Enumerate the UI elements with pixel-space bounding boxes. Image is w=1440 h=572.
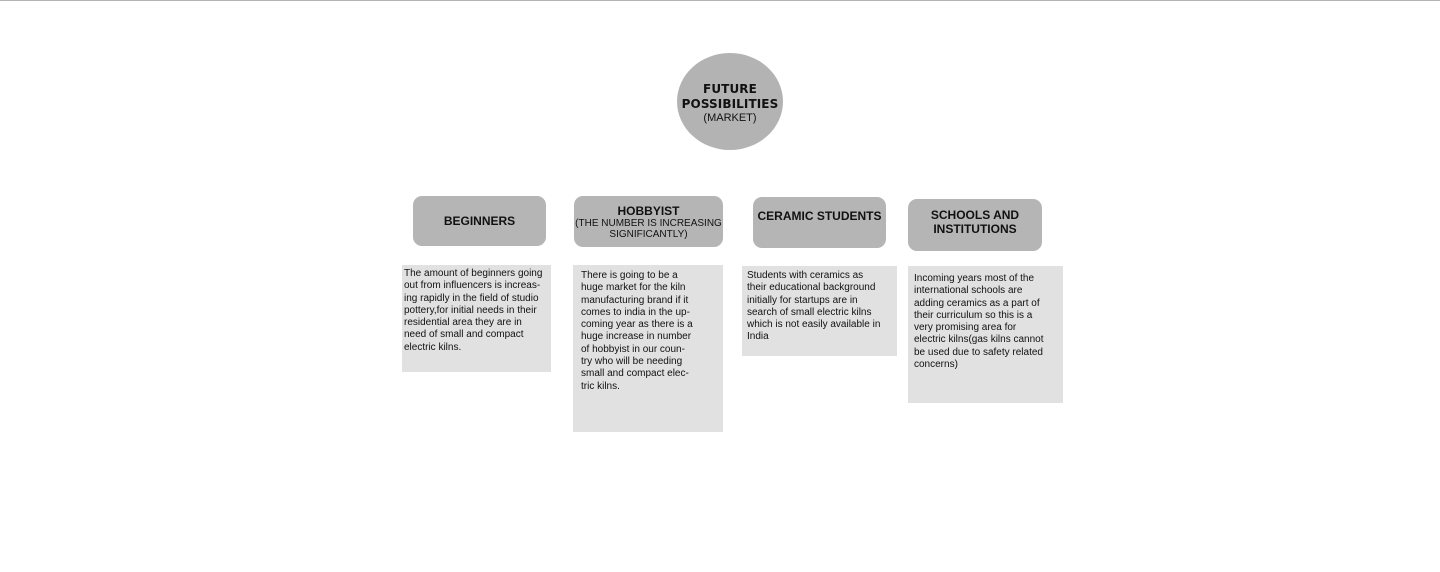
- category-node-ceramic-students: [753, 197, 886, 248]
- category-subtitle: (THE NUMBER IS INCREASING SIGNIFICANTLY): [575, 217, 722, 240]
- description-box-schools-institutions: Incoming years most of the international schools are adding ceramics as a part of their curriculum so this is a very promising area for electric kilns(gas kilns cannot be used due to safety related concerns): [908, 266, 1063, 403]
- top-divider: [0, 0, 1440, 1]
- category-title: SCHOOLS AND INSTITUTIONS: [930, 208, 1020, 236]
- category-title: HOBBYIST: [617, 203, 680, 218]
- category-node-beginners: [413, 196, 546, 246]
- description-box-ceramic-students: Students with ceramics as their educational background initially for startups are in search of small electric kilns which is not easily available in India: [742, 266, 897, 356]
- category-node-schools-institutions: [908, 199, 1042, 251]
- description-box-beginners: The amount of beginners going out from influencers is increas- ing rapidly in the field of studio pottery,for initial needs in their residential area they are in need of small and compact electric kilns.: [402, 265, 551, 372]
- center-node: [677, 53, 783, 150]
- center-subtitle: (MARKET): [703, 112, 757, 124]
- center-title: FUTURE POSSIBILITIES: [681, 82, 779, 111]
- category-title: BEGINNERS: [443, 214, 516, 228]
- category-title: CERAMIC STUDENTS: [757, 209, 882, 223]
- description-box-hobbyist: There is going to be a huge market for the kiln manufacturing brand if it comes to india in the up- coming year as there is a huge increase in number of hobbyist in our coun- try who will be needing small and compact elec- tric kilns.: [573, 265, 723, 432]
- category-node-hobbyist: [574, 196, 723, 247]
